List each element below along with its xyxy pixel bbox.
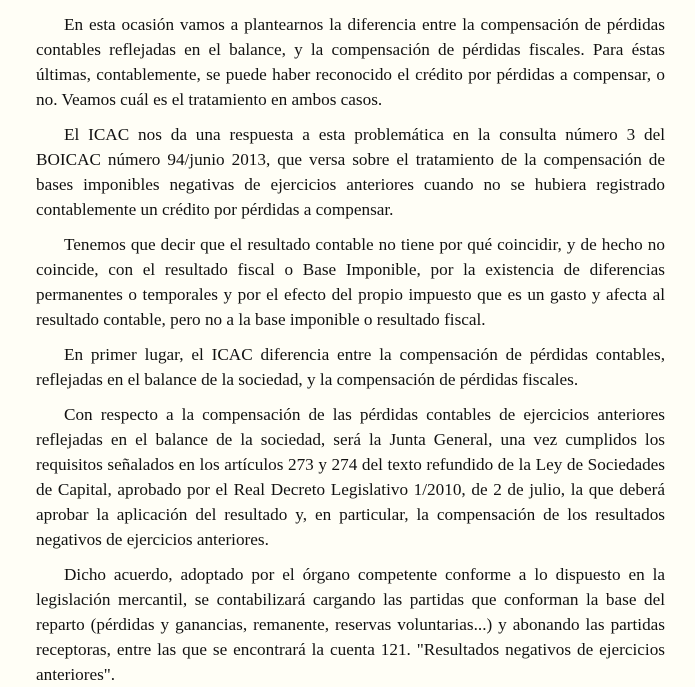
paragraph-2: El ICAC nos da una respuesta a esta problemática en la consulta número 3 del BOICAC número 94/junio 2013, que versa sobre el tratamiento de la compensación de bases imponibles negativas de ejercicios anteriores cuando no se hubiera registrado contablemente un crédito por pérdidas a compensar. — [36, 125, 665, 219]
paragraph-6: Dicho acuerdo, adoptado por el órgano competente conforme a lo dispuesto en la legislación mercantil, se contabilizará cargando las partidas que conforman la base del reparto (pérdidas y ganancias, remanente, reservas voluntarias...) y abonando las partidas receptoras, entre las que se encontrará la cuenta 121. "Resultados negativos de ejercicios anteriores". — [36, 565, 665, 684]
paragraph-1: En esta ocasión vamos a plantearnos la diferencia entre la compensación de pérdidas contables reflejadas en el balance, y la compensación de pérdidas fiscales. Para éstas últimas, contablemente, se puede haber reconocido el crédito por pérdidas a compensar, o no. Veamos cuál es el tratamiento en ambos casos. — [36, 15, 665, 109]
document-body — [36, 12, 665, 687]
paragraph-3: Tenemos que decir que el resultado contable no tiene por qué coincidir, y de hecho no coincide, con el resultado fiscal o Base Imponible, por la existencia de diferencias permanentes o temporales y por el efecto del propio impuesto que es un gasto y afecta al resultado contable, pero no a la base imponible o resultado fiscal. — [36, 235, 665, 329]
paragraph-4: En primer lugar, el ICAC diferencia entre la compensación de pérdidas contables, reflejadas en el balance de la sociedad, y la compensación de pérdidas fiscales. — [36, 345, 665, 389]
paragraph-5: Con respecto a la compensación de las pérdidas contables de ejercicios anteriores reflejadas en el balance de la sociedad, será la Junta General, una vez cumplidos los requisitos señalados en los artículos 273 y 274 del texto refundido de la Ley de Sociedades de Capital, aprobado por el Real Decreto Legislativo 1/2010, de 2 de julio, la que deberá aprobar la aplicación del resultado y, en particular, la compensación de los resultados negativos de ejercicios anteriores. — [36, 405, 665, 549]
